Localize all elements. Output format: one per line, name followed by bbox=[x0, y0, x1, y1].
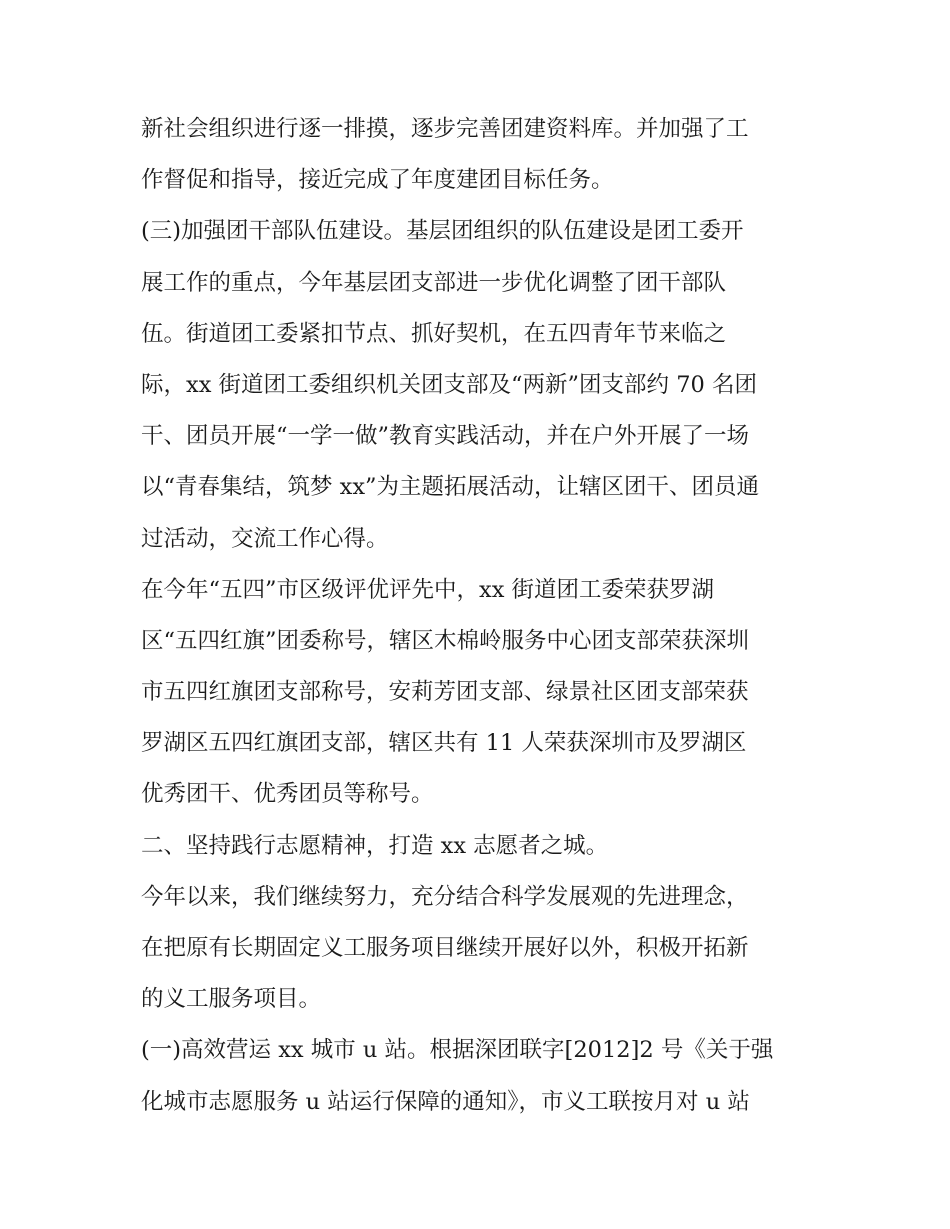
text-line: 新社会组织进行逐一排摸，逐步完善团建资料库。并加强了工 bbox=[141, 116, 749, 142]
text-line: 市五四红旗团支部称号，安莉芳团支部、绿景社区团支部荣获 bbox=[141, 679, 749, 706]
text-line: 过活动，交流工作心得。 bbox=[141, 525, 389, 552]
section-heading: 二、坚持践行志愿精神，打造 xx 志愿者之城。 bbox=[141, 832, 609, 859]
text-line: 作督促和指导，接近完成了年度建团目标任务。 bbox=[141, 167, 614, 194]
text-line: 干、团员开展“一学一做”教育实践活动，并在户外开展了一场 bbox=[141, 423, 750, 450]
text-line: 优秀团干、优秀团员等称号。 bbox=[141, 781, 434, 808]
text-line: 在今年“五四”市区级评优评先中，xx 街道团工委荣获罗湖 bbox=[141, 576, 715, 603]
text-line: 化城市志愿服务 u 站运行保障的通知》，市义工联按月对 u 站 bbox=[141, 1088, 750, 1115]
text-line: 展工作的重点，今年基层团支部进一步优化调整了团干部队 bbox=[141, 269, 727, 296]
text-line: 伍。街道团工委紧扣节点、抓好契机，在五四青年节来临之 bbox=[141, 320, 727, 347]
text-line: 在把原有长期固定义工服务项目继续开展好以外，积极开拓新 bbox=[141, 935, 749, 961]
text-line: 的义工服务项目。 bbox=[141, 986, 322, 1013]
text-line: 罗湖区五四红旗团支部，辖区共有 11 人荣获深圳市及罗湖区 bbox=[141, 730, 747, 757]
text-line: 今年以来，我们继续努力，充分结合科学发展观的先进理念， bbox=[141, 883, 749, 910]
text-line: 区“五四红旗”团委称号，辖区木棉岭服务中心团支部荣获深圳 bbox=[141, 627, 750, 654]
text-line: 以“青春集结，筑梦 xx”为主题拓展活动，让辖区团干、团员通 bbox=[141, 474, 760, 501]
text-line: (三)加强团干部队伍建设。基层团组织的队伍建设是团工委开 bbox=[141, 218, 744, 245]
text-line: 际，xx 街道团工委组织机关团支部及“两新”团支部约 70 名团 bbox=[141, 371, 757, 398]
body-text bbox=[141, 104, 821, 1128]
text-line: (一)高效营运 xx 城市 u 站。根据深团联字[2012]2 号《关于强 bbox=[141, 1037, 774, 1064]
